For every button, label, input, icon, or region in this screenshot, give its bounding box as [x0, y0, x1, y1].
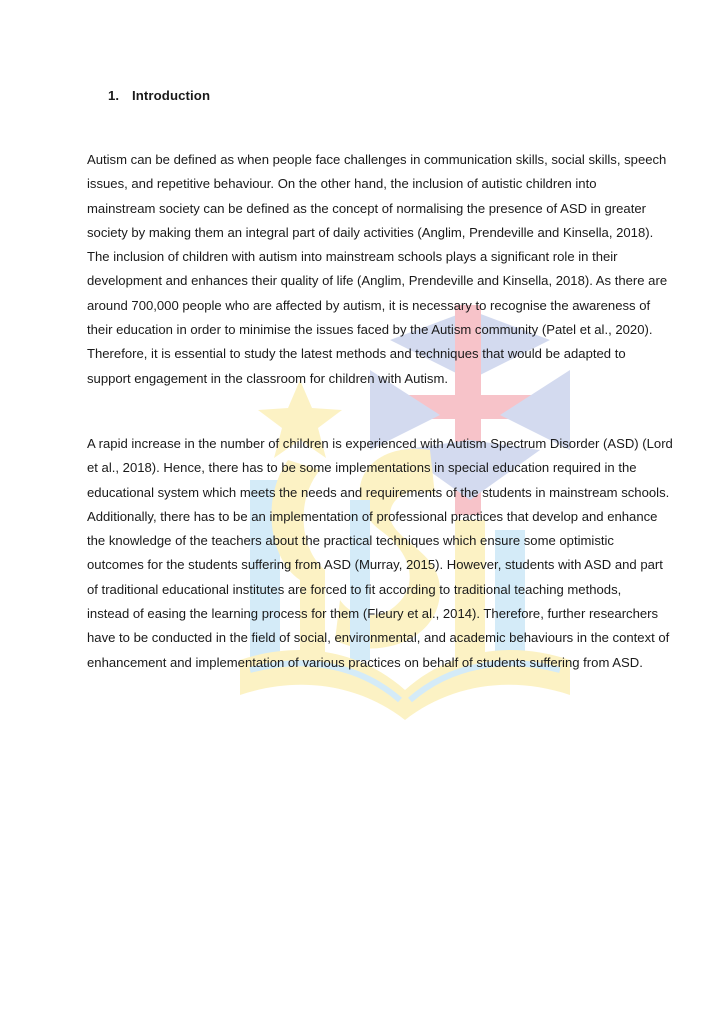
section-title: Introduction	[132, 88, 211, 103]
paragraph-line: enhancement and implementation of various practices on behalf of students suffering from ASD.	[87, 654, 643, 670]
paragraph-line: development and enhances their quality of life (Anglim, Prendeville and Kinsella, 2018). As there are	[87, 273, 668, 289]
paragraph-line: The inclusion of children with autism into mainstream schools plays a significant role in their	[87, 249, 618, 265]
paragraph-line: Therefore, it is essential to study the latest methods and techniques that would be adapted to	[87, 346, 626, 362]
paragraph-line: have to be conducted in the field of social, environmental, and academic behaviours in the context of	[87, 630, 670, 646]
section-heading	[108, 88, 210, 103]
paragraph-line: Autism can be defined as when people face challenges in communication skills, social skills, speech	[87, 152, 667, 167]
paragraph-line: of traditional educational institutes are forced to fit according to traditional teaching methods,	[87, 581, 622, 597]
paragraph-line: the knowledge of the teachers about the practical techniques which ensure some optimistic	[87, 533, 614, 549]
paragraph-line: Additionally, there has to be an implementation of professional practices that develop and enhance	[87, 508, 658, 524]
paragraph-line: around 700,000 people who are affected by autism, it is necessary to recognise the awareness of	[87, 297, 651, 313]
paragraph-line: educational system which meets the needs and requirements of the students in mainstream schools.	[87, 484, 670, 500]
paragraph-line: support engagement in the classroom for children with Autism.	[87, 370, 448, 386]
section-number: 1.	[108, 88, 120, 103]
paragraph-line: their education in order to minimise the issues faced by the Autism community (Patel et al., 2020).	[87, 322, 653, 338]
paragraph-line: A rapid increase in the number of children is experienced with Autism Spectrum Disorder (ASD) (Lord	[87, 436, 673, 451]
paragraph-line: et al., 2018). Hence, there has to be some implementations in special education required in the	[87, 460, 637, 476]
paragraph-intro	[87, 148, 668, 391]
paragraph-line: society by making them an integral part of daily activities (Anglim, Prendeville and Kinsella, 2018).	[87, 224, 654, 240]
paragraph-asd	[87, 432, 673, 675]
paragraph-line: instead of easing the learning process for them (Fleury et al., 2014). Therefore, further researchers	[87, 606, 659, 622]
paragraph-line: issues, and repetitive behaviour. On the other hand, the inclusion of autistic children into	[87, 176, 597, 192]
paragraph-line: mainstream society can be defined as the concept of normalising the presence of ASD in greater	[87, 200, 646, 216]
paragraph-line: outcomes for the students suffering from ASD (Murray, 2015). However, students with ASD and part	[87, 557, 663, 573]
